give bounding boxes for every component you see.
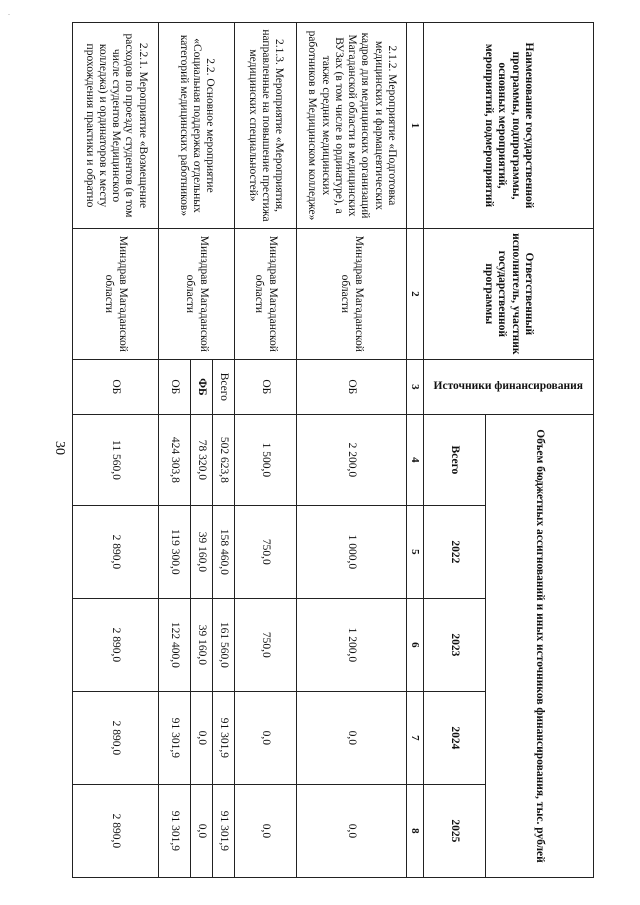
- row-source: ОБ: [235, 359, 297, 414]
- row-2024: 0,0: [191, 691, 213, 784]
- col-number: 6: [407, 598, 424, 691]
- row-2023: 122 400,0: [159, 598, 191, 691]
- row-2022: 2 890,0: [73, 505, 159, 598]
- column-number-row: [407, 23, 424, 878]
- row-2023: 2 890,0: [73, 598, 159, 691]
- table-row: [297, 23, 407, 878]
- header-2024: 2024: [424, 691, 486, 784]
- row-2023: 1 200,0: [297, 598, 407, 691]
- row-executor: Минздрав Магаданской области: [159, 228, 235, 359]
- rotated-table-wrapper: [74, 22, 594, 878]
- row-2023: 161 560,0: [213, 598, 235, 691]
- table-row: [73, 23, 159, 878]
- row-source: Всего: [213, 359, 235, 414]
- row-2025: 0,0: [191, 784, 213, 877]
- page-number: 30: [52, 441, 67, 455]
- row-name: 2.1.3. Мероприятие «Мероприятия, направленные на повышение престижа медицинских специальностей»: [235, 23, 297, 229]
- row-total: 424 303,8: [159, 415, 191, 506]
- row-2025: 0,0: [235, 784, 297, 877]
- row-2024: 91 301,9: [213, 691, 235, 784]
- header-source: [424, 359, 594, 414]
- col-number: 7: [407, 691, 424, 784]
- col-number: 5: [407, 505, 424, 598]
- row-2022: 1 000,0: [297, 505, 407, 598]
- table-row: [213, 23, 235, 878]
- row-2022: 750,0: [235, 505, 297, 598]
- corner-mark: .: [8, 8, 10, 17]
- row-2025: 91 301,9: [159, 784, 191, 877]
- row-2025: 0,0: [297, 784, 407, 877]
- row-2022: 39 160,0: [191, 505, 213, 598]
- row-total: 78 320,0: [191, 415, 213, 506]
- row-source: ФБ: [191, 359, 213, 414]
- row-executor: Минздрав Магаданской области: [73, 228, 159, 359]
- header-2022: 2022: [424, 505, 486, 598]
- header-volume: Объем бюджетных ассигнований и иных источников финансирования, тыс. рублей: [486, 415, 594, 878]
- row-total: 2 200,0: [297, 415, 407, 506]
- row-2023: 39 160,0: [191, 598, 213, 691]
- header-2025: 2025: [424, 784, 486, 877]
- financing-table: [72, 22, 594, 878]
- header-2023: 2023: [424, 598, 486, 691]
- row-2022: 119 300,0: [159, 505, 191, 598]
- row-total: 1 500,0: [235, 415, 297, 506]
- col-number: 4: [407, 415, 424, 506]
- row-2024: 91 301,9: [159, 691, 191, 784]
- row-2024: 2 890,0: [73, 691, 159, 784]
- table-row: [235, 23, 297, 878]
- row-2024: 0,0: [297, 691, 407, 784]
- row-2024: 0,0: [235, 691, 297, 784]
- row-total: 502 623,8: [213, 415, 235, 506]
- row-source: ОБ: [73, 359, 159, 414]
- row-total: 11 560,0: [73, 415, 159, 506]
- row-source: ОБ: [297, 359, 407, 414]
- header-name: Наименование государственной программы, подпрограммы, основных мероприятий, мероприятий, подмероприятий: [424, 23, 594, 229]
- row-name: 2.2.1. Мероприятие «Возмещение расходов по проезду студентов (в том числе студентов Медицинского колледжа) и ординаторов к месту прохождения практики и обратно: [73, 23, 159, 229]
- row-executor: Минздрав Магаданской области: [235, 228, 297, 359]
- col-number: 8: [407, 784, 424, 877]
- col-number: 2: [407, 228, 424, 359]
- row-name: 2.2. Основное мероприятие «Социальная поддержка отдельных категорий медицинских работников»: [159, 23, 235, 229]
- header-total: Всего: [424, 415, 486, 506]
- header-source-text: Источники финансирования: [433, 380, 584, 393]
- row-2025: 91 301,9: [213, 784, 235, 877]
- row-source: ОБ: [159, 359, 191, 414]
- col-number: 3: [407, 359, 424, 414]
- row-executor: Минздрав Магаданской области: [297, 228, 407, 359]
- table-holder: [74, 22, 594, 878]
- row-name: 2.1.2. Мероприятие «Подготовка медицинских и фармацевтических кадров для медицинских организаций Магаданской области в медицинских ВУЗах (в том числе в ординатуре), а также средних медицинских работников в Медицинском колледже»: [297, 23, 407, 229]
- col-number: 1: [407, 23, 424, 229]
- row-2022: 158 460,0: [213, 505, 235, 598]
- header-executor: Ответственный исполнитель, участник государственной программы: [424, 228, 594, 359]
- row-2025: 2 890,0: [73, 784, 159, 877]
- row-2023: 750,0: [235, 598, 297, 691]
